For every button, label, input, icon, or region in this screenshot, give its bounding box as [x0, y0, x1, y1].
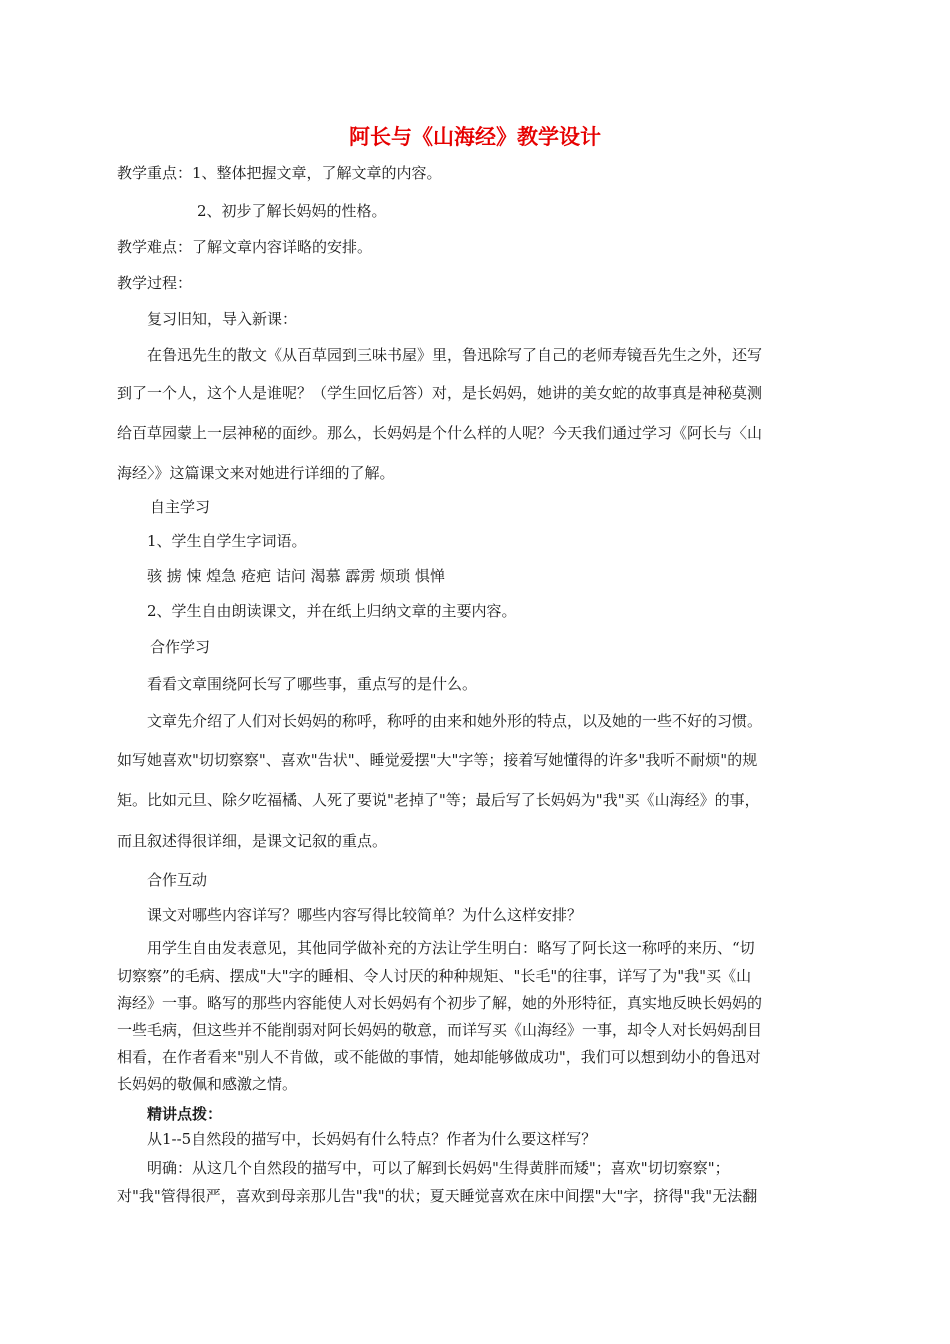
section-heading: 合作学习 [150, 638, 211, 656]
text-line: 长妈妈的敬佩和感激之情。 [117, 1075, 298, 1093]
text-line: 在鲁迅先生的散文《从百草园到三味书屋》里，鲁迅除写了自己的老师寿镜吾先生之外，还写 [147, 346, 763, 364]
text-line: 文章先介绍了人们对长妈妈的称呼，称呼的由来和她外形的特点，以及她的一些不好的习惯。 [147, 712, 763, 730]
text-line: 课文对哪些内容详写？哪些内容写得比较简单？为什么这样安排？ [147, 906, 583, 924]
text-line: 2、学生自由朗读课文，并在纸上归纳文章的主要内容。 [147, 602, 517, 620]
text-line: 2、初步了解长妈妈的性格。 [197, 202, 387, 220]
text-line: 矩。比如元旦、除夕吃福橘、人死了要说"老掉了"等；最后写了长妈妈为"我"买《山海经》的事， [117, 791, 760, 809]
vocabulary-line: 骇 掳 悚 煌急 疮疤 诘问 渴慕 霹雳 烦琐 惧惮 [147, 567, 445, 585]
document-title: 阿长与《山海经》教学设计 [349, 125, 601, 149]
text-line: 看看文章围绕阿长写了哪些事，重点写的是什么。 [147, 675, 478, 693]
text-line: 相看，在作者看来"别人不肯做，或不能做的事情，她却能够做成功"，我们可以想到幼小的鲁迅对 [117, 1048, 761, 1066]
text-line: 到了一个人，这个人是谁呢？（学生回忆后答）对，是长妈妈，她讲的美女蛇的故事真是神秘莫测 [117, 384, 763, 402]
text-line: 如写她喜欢"切切察察"、喜欢"告状"、睡觉爱摆"大"字等；接着写她懂得的许多"我听不耐烦"的规 [117, 751, 758, 769]
text-line: 1、学生自学生字词语。 [147, 532, 307, 550]
text-line: 用学生自由发表意见，其他同学做补充的方法让学生明白：略写了阿长这一称呼的来历、“切 [147, 939, 755, 957]
text-line: 给百草园蒙上一层神秘的面纱。那么，长妈妈是个什么样的人呢？今天我们通过学习《阿长与〈山 [117, 424, 763, 442]
text-line: 海经》一事。略写的那些内容能使人对长妈妈有个初步了解，她的外形特征，真实地反映长妈妈的 [117, 994, 763, 1012]
text-line: 对"我"管得很严，喜欢到母亲那儿告"我"的状；夏天睡觉喜欢在床中间摆"大"字，挤得"我"无法翻 [117, 1187, 758, 1205]
text-line: 海经〉》这篇课文来对她进行详细的了解。 [117, 464, 395, 482]
text-line: 明确：从这几个自然段的描写中，可以了解到长妈妈"生得黄胖而矮"；喜欢"切切察察"； [147, 1159, 730, 1177]
text-line: 复习旧知，导入新课： [147, 310, 298, 328]
section-heading-bold: 精讲点拨： [147, 1105, 223, 1123]
text-line: 教学难点：了解文章内容详略的安排。 [117, 238, 373, 256]
section-heading: 合作互动 [147, 871, 208, 889]
text-line: 切察察”的毛病、摆成"大"字的睡相、令人讨厌的种种规矩、"长毛"的往事，详写了为"我"买《山 [117, 967, 752, 985]
text-line: 从1--5自然段的描写中，长妈妈有什么特点？作者为什么要这样写？ [147, 1130, 597, 1148]
text-line: 教学过程： [117, 274, 193, 292]
text-line: 而且叙述得很详细，是课文记叙的重点。 [117, 832, 388, 850]
section-heading: 自主学习 [150, 498, 211, 516]
text-line: 一些毛病，但这些并不能削弱对阿长妈妈的敬意，而详写买《山海经》一事，却令人对长妈妈刮目 [117, 1021, 763, 1039]
text-line: 教学重点：1、整体把握文章，了解文章的内容。 [117, 164, 442, 182]
